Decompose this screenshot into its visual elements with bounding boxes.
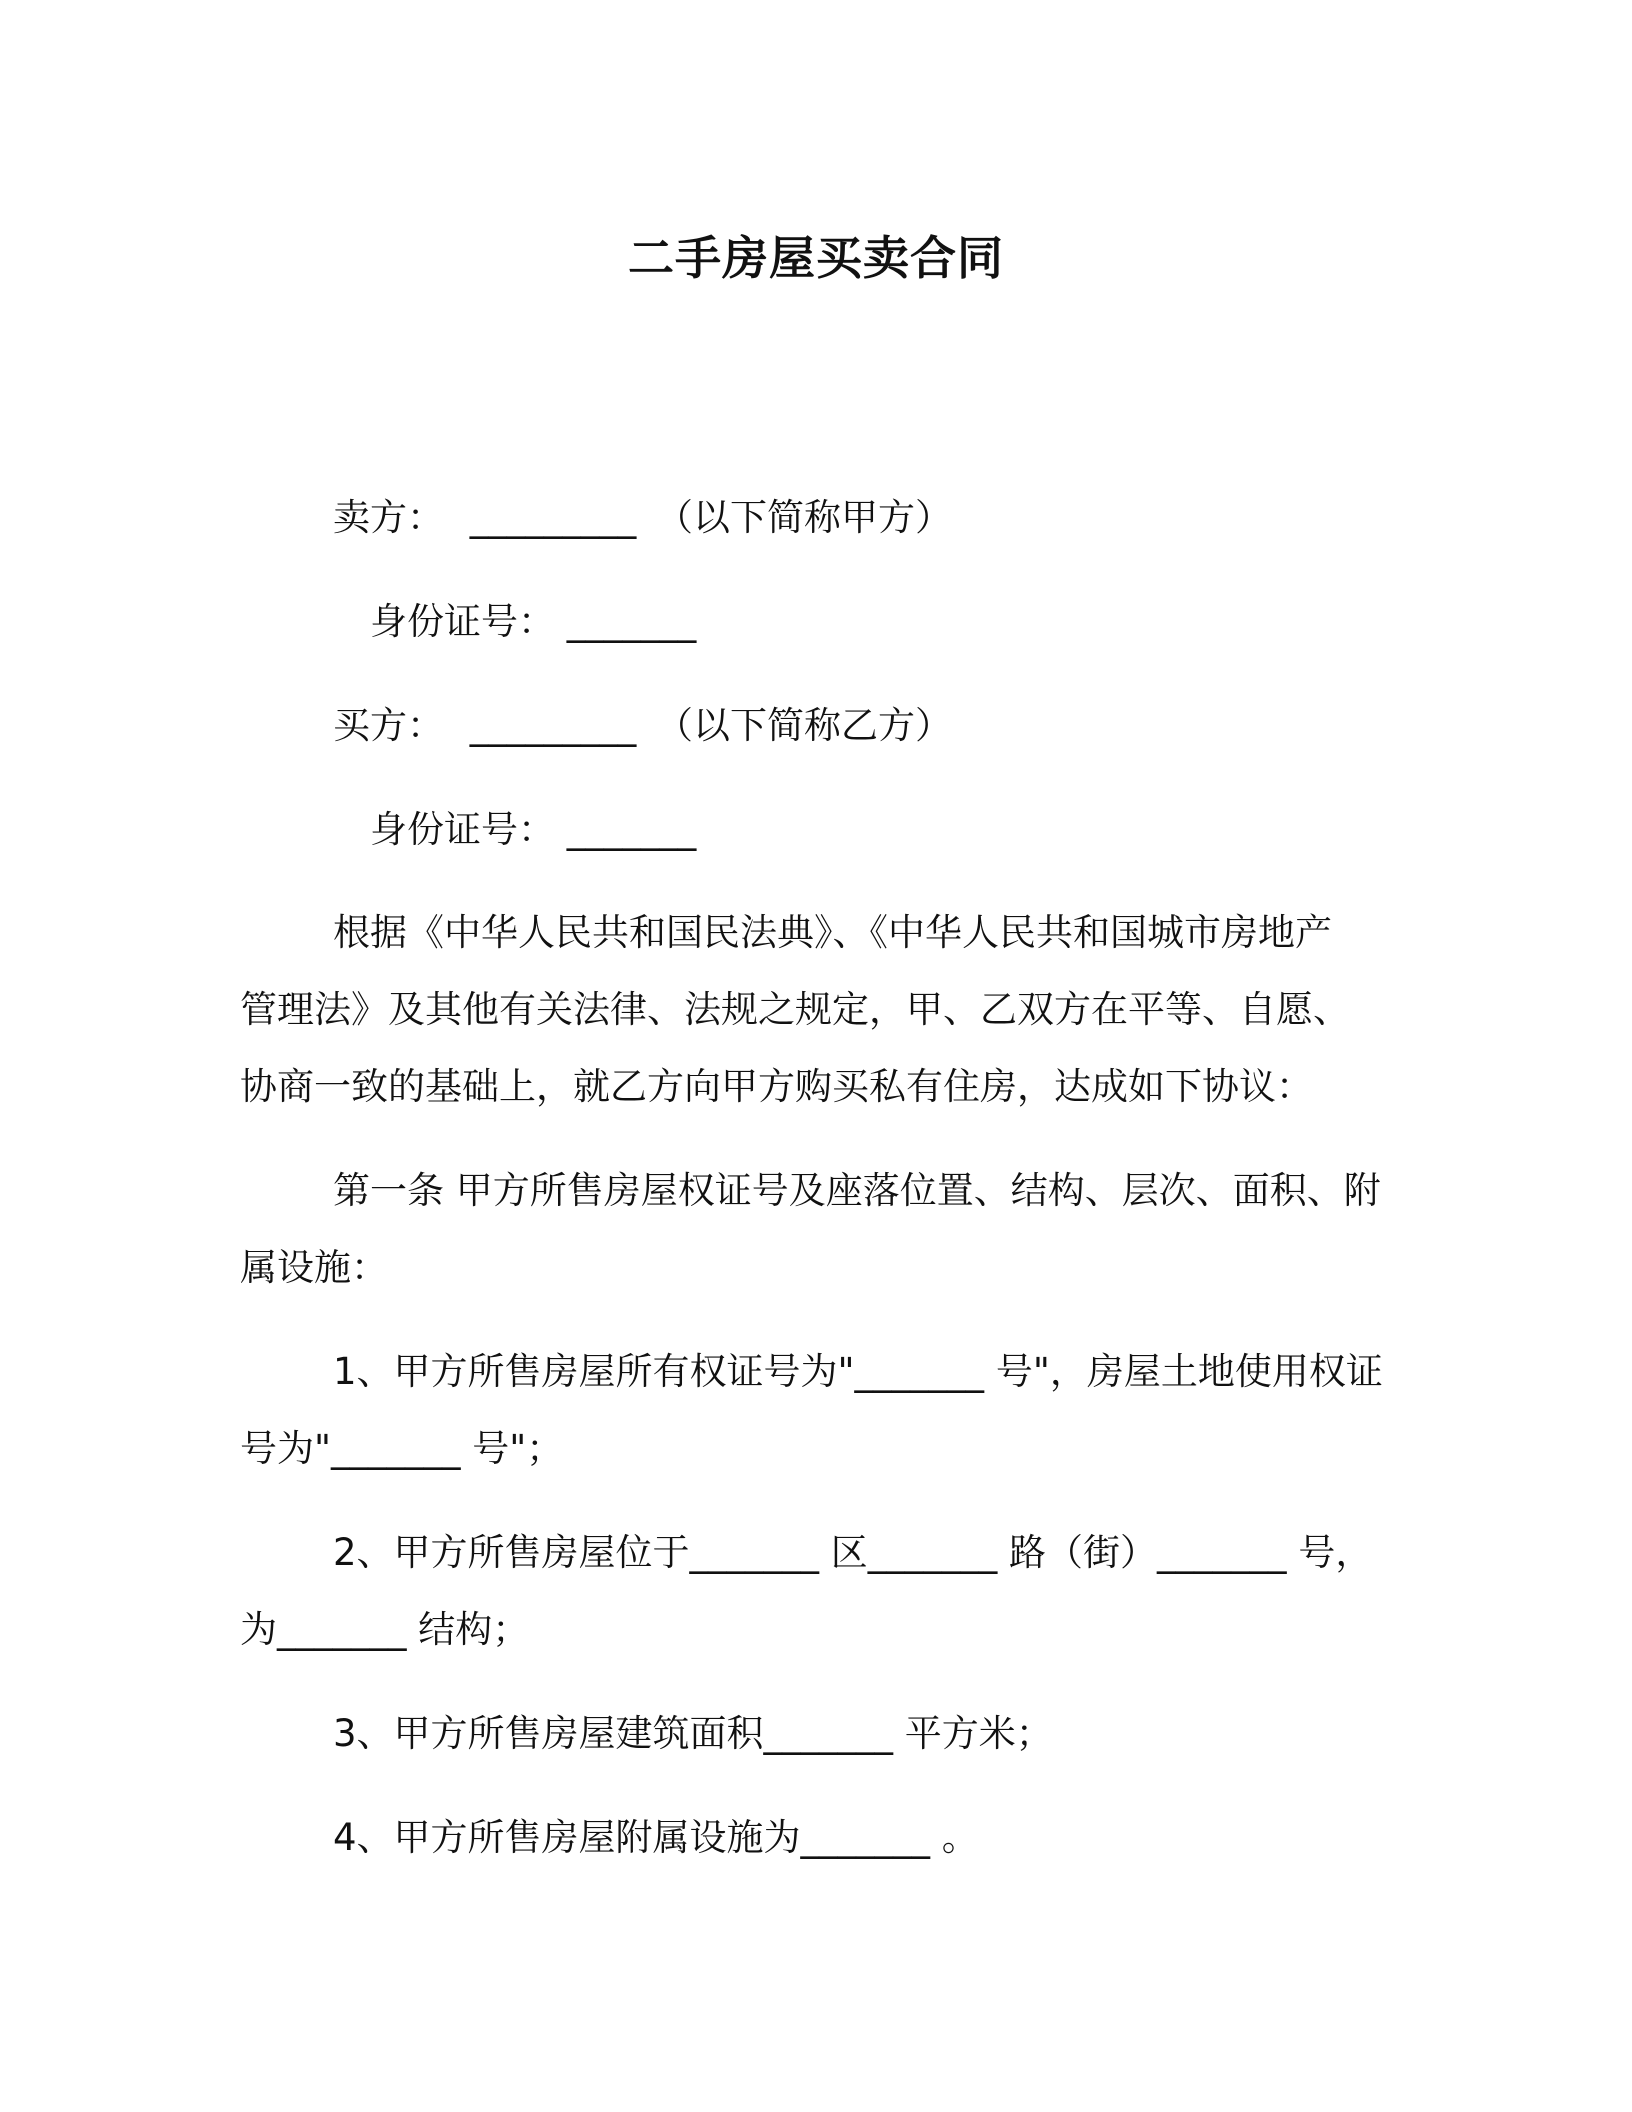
document-title: 二手房屋买卖合同	[628, 231, 1004, 285]
article1-line-2: 属设施：	[240, 1246, 388, 1289]
buyer-id-label: 身份证号：	[370, 808, 555, 851]
seller-label: 卖方：	[333, 496, 444, 539]
item2-line-1: 2、甲方所售房屋位于_______ 区_______ 路（街）_______ 号，	[333, 1531, 1373, 1574]
seller-id-label: 身份证号：	[370, 600, 555, 643]
buyer-id-line	[370, 805, 696, 855]
seller-id-blank: _______	[566, 600, 697, 643]
seller-name-blank: _________	[469, 496, 637, 539]
item2-line-2: 为_______ 结构；	[240, 1608, 530, 1651]
buyer-name-blank: _________	[469, 704, 637, 747]
preamble-line-3: 协商一致的基础上，就乙方向甲方购买私有住房，达成如下协议：	[240, 1065, 1313, 1108]
buyer-alias: （以下简称乙方）	[656, 704, 953, 747]
preamble-line-2: 管理法》及其他有关法律、法规之规定，甲、乙双方在平等、自愿、	[240, 988, 1350, 1031]
buyer-id-blank: _______	[566, 808, 697, 851]
seller-id-line	[370, 597, 696, 647]
article1-line-1: 第一条 甲方所售房屋权证号及座落位置、结构、层次、面积、附	[333, 1169, 1381, 1212]
item1-line-1: 1、甲方所售房屋所有权证号为"_______ 号"，房屋土地使用权证	[333, 1350, 1383, 1393]
preamble-line-1: 根据《中华人民共和国民法典》、《中华人民共和国城市房地产	[333, 911, 1332, 954]
buyer-line	[333, 701, 952, 751]
seller-line	[333, 493, 952, 543]
item4-line: 4、甲方所售房屋附属设施为_______ 。	[333, 1816, 979, 1859]
item3-line: 3、甲方所售房屋建筑面积_______ 平方米；	[333, 1712, 1053, 1755]
seller-alias: （以下简称甲方）	[656, 496, 953, 539]
buyer-label: 买方：	[333, 704, 444, 747]
item1-line-2: 号为"_______ 号"；	[240, 1427, 564, 1470]
